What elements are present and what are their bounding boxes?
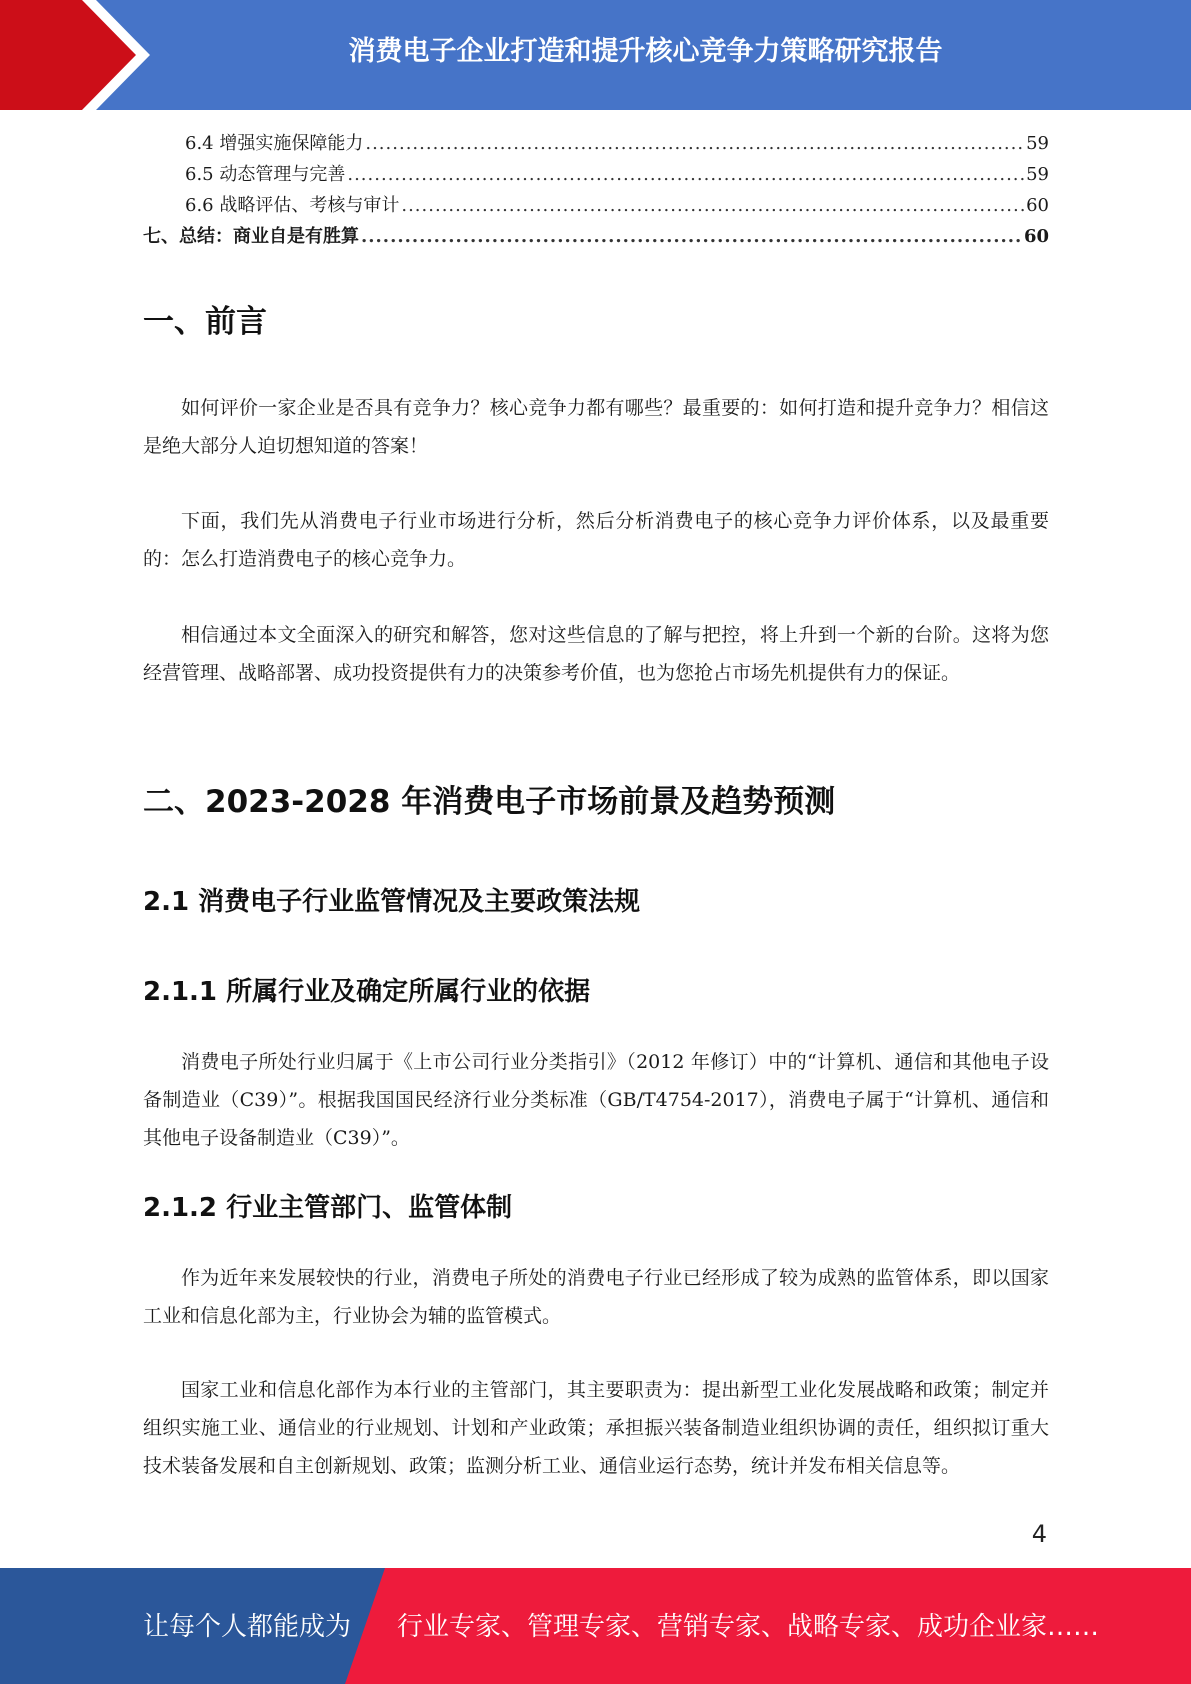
toc-leader-dots [365, 128, 1024, 159]
toc-entry-6-5[interactable] [143, 159, 1049, 190]
table-of-contents [143, 128, 1049, 252]
page-number: 4 [1031, 1520, 1047, 1548]
section-1-paragraph-3: 相信通过本文全面深入的研究和解答，您对这些信息的了解与把控，将上升到一个新的台阶。这将为您经营管理、战略部署、成功投资提供有力的决策参考价值，也为您抢占市场先机提供有力的保证。 [143, 624, 1049, 684]
section-2-1-2-paragraph-2: 国家工业和信息化部作为本行业的主管部门，其主要职责为：提出新型工业化发展战略和政策；制定并组织实施工业、通信业的行业规划、计划和产业政策；承担振兴装备制造业组织协调的责任，组织拟订重大技术装备发展和自主创新规划、政策；监测分析工业、通信业运行态势，统计并发布相关信息等。 [143, 1379, 1049, 1477]
section-1-paragraph-2: 下面，我们先从消费电子行业市场进行分析，然后分析消费电子的核心竞争力评价体系，以及最重要的：怎么打造消费电子的核心竞争力。 [143, 510, 1049, 570]
toc-entry-label: 6.4 增强实施保障能力 [185, 133, 364, 154]
header-title: 消费电子企业打造和提升核心竞争力策略研究报告 [348, 36, 943, 67]
toc-leader-dots [401, 190, 1024, 221]
toc-entry-page: 59 [1026, 133, 1049, 154]
footer-slogan-right: 行业专家、管理专家、营销专家、战略专家、成功企业家…… [397, 1612, 1100, 1642]
section-2-1-2-paragraph-1: 作为近年来发展较快的行业，消费电子所处的消费电子行业已经形成了较为成熟的监管体系，即以国家工业和信息化部为主，行业协会为辅的监管模式。 [143, 1267, 1049, 1327]
header-arrow-decoration [0, 0, 150, 110]
toc-entry-page: 59 [1026, 164, 1049, 185]
section-2-heading: 二、2023-2028 年消费电子市场前景及趋势预测 [143, 784, 836, 820]
toc-leader-dots [347, 159, 1024, 190]
section-2-1-1-paragraph-1: 消费电子所处行业归属于《上市公司行业分类指引》（2012 年修订）中的“计算机、通信和其他电子设备制造业（C39）”。根据我国国民经济行业分类标准（GB/T4754-2017），消费电子属于“计算机、通信和其他电子设备制造业（C39）”。 [143, 1051, 1049, 1149]
toc-entry-page: 60 [1023, 226, 1049, 247]
section-2-1-1-heading: 2.1.1 所属行业及确定所属行业的依据 [143, 977, 591, 1007]
toc-entry-label: 6.5 动态管理与完善 [185, 164, 346, 185]
footer-slogan-left: 让每个人都能成为 [143, 1612, 352, 1642]
section-1-paragraph-1: 如何评价一家企业是否具有竞争力？核心竞争力都有哪些？最重要的：如何打造和提升竞争力？相信这是绝大部分人迫切想知道的答案！ [143, 397, 1049, 457]
toc-entry-label: 七、总结：商业自是有胜算 [143, 226, 359, 247]
section-1-heading: 一、前言 [143, 304, 267, 340]
toc-entry-7[interactable] [143, 221, 1049, 252]
page-footer [0, 1568, 1191, 1684]
section-2-1-2-heading: 2.1.2 行业主管部门、监管体制 [143, 1193, 513, 1223]
toc-leader-dots [361, 221, 1022, 252]
section-2-1-heading: 2.1 消费电子行业监管情况及主要政策法规 [143, 887, 641, 917]
page-header [0, 0, 1191, 110]
toc-entry-6-6[interactable] [143, 190, 1049, 221]
toc-entry-label: 6.6 战略评估、考核与审计 [185, 195, 400, 216]
toc-entry-6-4[interactable] [143, 128, 1049, 159]
toc-entry-page: 60 [1026, 195, 1049, 216]
